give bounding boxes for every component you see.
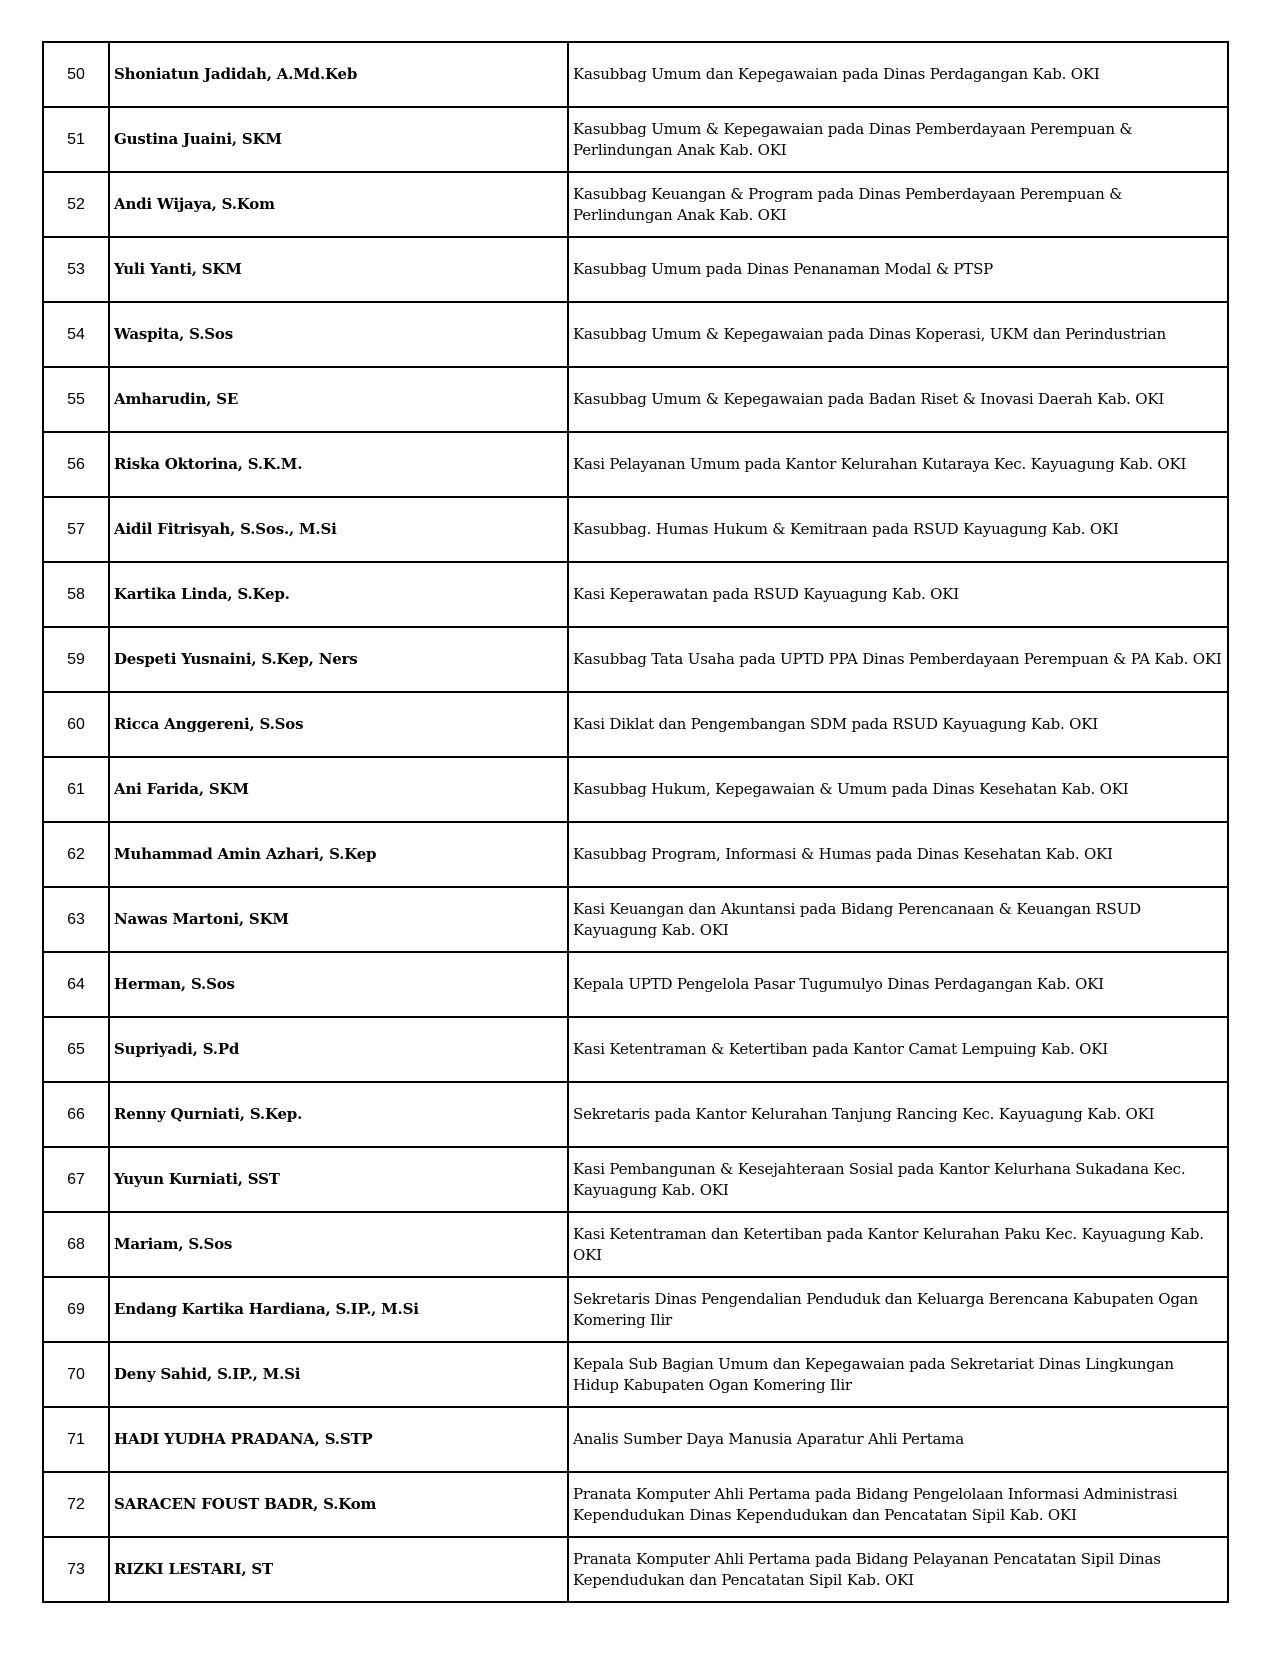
name-cell: Deny Sahid, S.IP., M.Si	[109, 1342, 568, 1407]
name-cell: Riska Oktorina, S.K.M.	[109, 432, 568, 497]
table-row	[43, 432, 1228, 497]
position-cell: Kasubbag Umum & Kepegawaian pada Badan Riset & Inovasi Daerah Kab. OKI	[568, 367, 1228, 432]
name-cell: HADI YUDHA PRADANA, S.STP	[109, 1407, 568, 1472]
table-row	[43, 1537, 1228, 1602]
row-number-cell: 57	[43, 497, 109, 562]
row-number-cell: 68	[43, 1212, 109, 1277]
position-cell: Kasubbag Umum & Kepegawaian pada Dinas Pemberdayaan Perempuan & Perlindungan Anak Kab. OKI	[568, 107, 1228, 172]
name-cell: Ani Farida, SKM	[109, 757, 568, 822]
row-number-cell: 64	[43, 952, 109, 1017]
position-cell: Pranata Komputer Ahli Pertama pada Bidang Pengelolaan Informasi Administrasi Kependudukan Dinas Kependudukan dan Pencatatan Sipil Kab. OKI	[568, 1472, 1228, 1537]
row-number-cell: 60	[43, 692, 109, 757]
table-row	[43, 1017, 1228, 1082]
row-number-cell: 65	[43, 1017, 109, 1082]
row-number-cell: 72	[43, 1472, 109, 1537]
row-number-cell: 50	[43, 42, 109, 107]
name-cell: Nawas Martoni, SKM	[109, 887, 568, 952]
name-cell: Renny Qurniati, S.Kep.	[109, 1082, 568, 1147]
position-cell: Kasi Pembangunan & Kesejahteraan Sosial pada Kantor Kelurhana Sukadana Kec. Kayuagung Kab. OKI	[568, 1147, 1228, 1212]
name-cell: Yuli Yanti, SKM	[109, 237, 568, 302]
row-number-cell: 63	[43, 887, 109, 952]
table-row	[43, 1472, 1228, 1537]
table-row	[43, 887, 1228, 952]
position-cell: Kasi Keuangan dan Akuntansi pada Bidang Perencanaan & Keuangan RSUD Kayuagung Kab. OKI	[568, 887, 1228, 952]
name-cell: RIZKI LESTARI, ST	[109, 1537, 568, 1602]
table-row	[43, 692, 1228, 757]
row-number-cell: 58	[43, 562, 109, 627]
name-cell: SARACEN FOUST BADR, S.Kom	[109, 1472, 568, 1537]
name-cell: Shoniatun Jadidah, A.Md.Keb	[109, 42, 568, 107]
name-cell: Andi Wijaya, S.Kom	[109, 172, 568, 237]
position-cell: Kasubbag Hukum, Kepegawaian & Umum pada Dinas Kesehatan Kab. OKI	[568, 757, 1228, 822]
row-number-cell: 71	[43, 1407, 109, 1472]
table-row	[43, 367, 1228, 432]
table-row	[43, 172, 1228, 237]
table-row	[43, 1082, 1228, 1147]
position-cell: Kasubbag. Humas Hukum & Kemitraan pada RSUD Kayuagung Kab. OKI	[568, 497, 1228, 562]
row-number-cell: 51	[43, 107, 109, 172]
row-number-cell: 55	[43, 367, 109, 432]
row-number-cell: 62	[43, 822, 109, 887]
name-cell: Waspita, S.Sos	[109, 302, 568, 367]
table-row	[43, 237, 1228, 302]
row-number-cell: 66	[43, 1082, 109, 1147]
position-cell: Kasi Ketentraman dan Ketertiban pada Kantor Kelurahan Paku Kec. Kayuagung Kab. OKI	[568, 1212, 1228, 1277]
row-number-cell: 53	[43, 237, 109, 302]
personnel-table-body	[43, 42, 1228, 1602]
row-number-cell: 54	[43, 302, 109, 367]
name-cell: Amharudin, SE	[109, 367, 568, 432]
row-number-cell: 73	[43, 1537, 109, 1602]
position-cell: Sekretaris Dinas Pengendalian Penduduk dan Keluarga Berencana Kabupaten Ogan Komering Ilir	[568, 1277, 1228, 1342]
table-row	[43, 302, 1228, 367]
row-number-cell: 70	[43, 1342, 109, 1407]
table-row	[43, 1277, 1228, 1342]
table-row	[43, 1342, 1228, 1407]
table-row	[43, 497, 1228, 562]
name-cell: Kartika Linda, S.Kep.	[109, 562, 568, 627]
name-cell: Ricca Anggereni, S.Sos	[109, 692, 568, 757]
table-row	[43, 757, 1228, 822]
name-cell: Despeti Yusnaini, S.Kep, Ners	[109, 627, 568, 692]
row-number-cell: 59	[43, 627, 109, 692]
name-cell: Muhammad Amin Azhari, S.Kep	[109, 822, 568, 887]
position-cell: Analis Sumber Daya Manusia Aparatur Ahli Pertama	[568, 1407, 1228, 1472]
row-number-cell: 61	[43, 757, 109, 822]
row-number-cell: 56	[43, 432, 109, 497]
position-cell: Kasi Diklat dan Pengembangan SDM pada RSUD Kayuagung Kab. OKI	[568, 692, 1228, 757]
name-cell: Aidil Fitrisyah, S.Sos., M.Si	[109, 497, 568, 562]
position-cell: Kasubbag Tata Usaha pada UPTD PPA Dinas Pemberdayaan Perempuan & PA Kab. OKI	[568, 627, 1228, 692]
name-cell: Yuyun Kurniati, SST	[109, 1147, 568, 1212]
table-row	[43, 1212, 1228, 1277]
table-row	[43, 1407, 1228, 1472]
position-cell: Sekretaris pada Kantor Kelurahan Tanjung Rancing Kec. Kayuagung Kab. OKI	[568, 1082, 1228, 1147]
position-cell: Kasi Keperawatan pada RSUD Kayuagung Kab. OKI	[568, 562, 1228, 627]
position-cell: Kasi Pelayanan Umum pada Kantor Kelurahan Kutaraya Kec. Kayuagung Kab. OKI	[568, 432, 1228, 497]
row-number-cell: 67	[43, 1147, 109, 1212]
row-number-cell: 69	[43, 1277, 109, 1342]
row-number-cell: 52	[43, 172, 109, 237]
table-row	[43, 562, 1228, 627]
table-row	[43, 627, 1228, 692]
name-cell: Supriyadi, S.Pd	[109, 1017, 568, 1082]
table-row	[43, 822, 1228, 887]
name-cell: Gustina Juaini, SKM	[109, 107, 568, 172]
position-cell: Kasubbag Umum & Kepegawaian pada Dinas Koperasi, UKM dan Perindustrian	[568, 302, 1228, 367]
table-row	[43, 107, 1228, 172]
table-row	[43, 42, 1228, 107]
name-cell: Mariam, S.Sos	[109, 1212, 568, 1277]
table-row	[43, 1147, 1228, 1212]
name-cell: Herman, S.Sos	[109, 952, 568, 1017]
position-cell: Pranata Komputer Ahli Pertama pada Bidang Pelayanan Pencatatan Sipil Dinas Kependudukan dan Pencatatan Sipil Kab. OKI	[568, 1537, 1228, 1602]
position-cell: Kasubbag Umum pada Dinas Penanaman Modal & PTSP	[568, 237, 1228, 302]
position-cell: Kasi Ketentraman & Ketertiban pada Kantor Camat Lempuing Kab. OKI	[568, 1017, 1228, 1082]
position-cell: Kasubbag Umum dan Kepegawaian pada Dinas Perdagangan Kab. OKI	[568, 42, 1228, 107]
personnel-table	[42, 41, 1229, 1603]
name-cell: Endang Kartika Hardiana, S.IP., M.Si	[109, 1277, 568, 1342]
position-cell: Kasubbag Keuangan & Program pada Dinas Pemberdayaan Perempuan & Perlindungan Anak Kab. OKI	[568, 172, 1228, 237]
position-cell: Kepala Sub Bagian Umum dan Kepegawaian pada Sekretariat Dinas Lingkungan Hidup Kabupaten Ogan Komering Ilir	[568, 1342, 1228, 1407]
position-cell: Kasubbag Program, Informasi & Humas pada Dinas Kesehatan Kab. OKI	[568, 822, 1228, 887]
position-cell: Kepala UPTD Pengelola Pasar Tugumulyo Dinas Perdagangan Kab. OKI	[568, 952, 1228, 1017]
table-row	[43, 952, 1228, 1017]
